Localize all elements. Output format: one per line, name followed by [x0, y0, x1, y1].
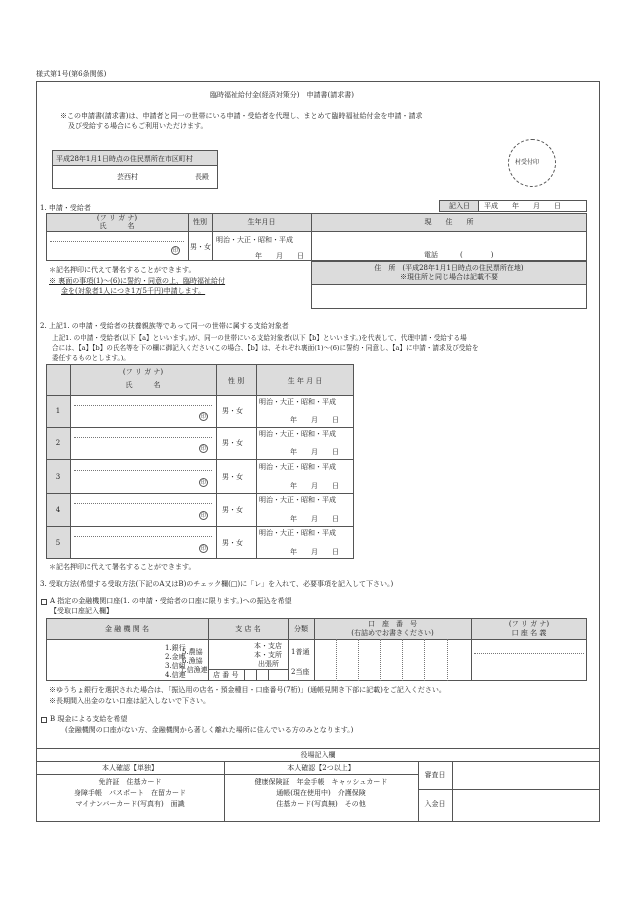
s1-birth-label: 生年月日: [247, 218, 276, 226]
option-b-label: B 現金による支給を希望: [50, 715, 128, 723]
dependent-gender[interactable]: 男・女: [222, 473, 243, 481]
section3-title: 3. 受取方法(希望する受取方法(下記のA又はB)のチェック欄(□)に「レ」を入れて、必要事項を記入して下さい。): [40, 580, 394, 588]
dependent-era[interactable]: 明治・大正・昭和・平成: [259, 496, 336, 504]
branch-type-3[interactable]: 出張所: [258, 660, 279, 668]
reception-stamp-label: 村受付印: [515, 159, 540, 166]
dependent-era[interactable]: 明治・大正・昭和・平成: [259, 529, 336, 537]
s1-gender-label: 性別: [193, 218, 207, 226]
dependent-era[interactable]: 明治・大正・昭和・平成: [259, 463, 336, 471]
class-label: 分類: [294, 625, 308, 633]
dependent-ymd[interactable]: 年 月 日: [290, 416, 339, 424]
bank-type-1[interactable]: 1.銀行: [165, 644, 186, 652]
id-single-line3: マイナンバーカード(写真有) 面識: [75, 800, 185, 808]
dependent-row-no: 3: [55, 473, 61, 481]
dependent-row-no: 1: [55, 407, 61, 415]
form-number: 様式第1号(第6条関係): [36, 70, 107, 78]
entry-date-label: 記入日: [449, 202, 470, 210]
office-title: 役場記入欄: [300, 751, 336, 759]
section2-desc2: 合には、【a】【b】の氏名等を下の欄に御記入ください(この場合、【b】は、それぞれ裏面(1)～(6)に誓約・同意し、【a】に申請・請求及び受給を: [52, 344, 479, 352]
dependent-gender[interactable]: 男・女: [222, 407, 243, 415]
note-yucho: ※ゆうちょ銀行を選択された場合は、「振込用の店名・預金種目・口座番号(7桁)」(通帳見開き下部に記載)をご記入ください。: [49, 686, 446, 694]
s2-gender-label: 性 別: [227, 377, 245, 385]
id-double-line3: 住基カード(写真無) その他: [276, 800, 366, 808]
form-title: 臨時福祉給付金(経済対策分) 申請書(請求書): [210, 91, 354, 99]
account-no-sub: (右詰めでお書きください): [351, 629, 434, 637]
s1-phone-paren[interactable]: ( ): [460, 251, 494, 259]
s2-name-label: 氏 名: [125, 381, 161, 389]
section2-desc3: 委任するものとします。)。: [52, 354, 130, 362]
account-header: 【受取口座記入欄】: [50, 607, 113, 615]
municipality-mayor: 長殿: [195, 173, 209, 181]
s1-gender-options[interactable]: 男・女: [190, 243, 211, 251]
holder-furigana-label: (フ リ ガ ナ): [508, 620, 550, 628]
account-no-label: 口 座 番 号: [368, 620, 417, 628]
dependent-ymd[interactable]: 年 月 日: [290, 515, 339, 523]
dependent-seal-mark: 印: [200, 546, 206, 552]
class-type-1[interactable]: 1普通: [291, 648, 310, 656]
s1-name-label: 氏 名: [99, 222, 135, 230]
note-longterm: ※長期間入出金のない口座は記入しないで下さい。: [49, 697, 210, 705]
dependent-seal-mark: 印: [200, 513, 206, 519]
class-type-2[interactable]: 2当座: [291, 668, 310, 676]
bank-type-7[interactable]: 7.信漁連: [180, 666, 208, 674]
dependent-seal-mark: 印: [200, 414, 206, 420]
option-a-label: A 指定の金融機関口座(1. の申請・受給者の口座に限ります。)への振込を希望: [50, 597, 292, 605]
option-a-checkbox[interactable]: [41, 599, 47, 605]
prev-address-label: 住 所 (平成28年1月1日時点の住民票所在地): [374, 264, 524, 272]
bank-name-label: 金 融 機 関 名: [105, 625, 149, 633]
dependent-ymd[interactable]: 年 月 日: [290, 482, 339, 490]
id-double-line2: 通帳(現在使用中) 介護保険: [276, 789, 366, 797]
option-b-checkbox[interactable]: [41, 717, 47, 723]
branch-name-label: 支 店 名: [235, 625, 261, 633]
dependent-gender[interactable]: 男・女: [222, 439, 243, 447]
review-date-label: 審査日: [424, 771, 446, 779]
s1-birth-ymd[interactable]: 年 月 日: [255, 252, 304, 260]
section2-title: 2. 上記1. の申請・受給者の扶養親族等であって同一の世帯に属する支給対象者: [40, 322, 289, 330]
dependent-row-no: 2: [55, 439, 61, 447]
id-double-label: 本人確認【2つ以上】: [287, 764, 355, 772]
s1-era-options[interactable]: 明治・大正・昭和・平成: [216, 236, 293, 244]
dependent-row-no: 5: [55, 539, 61, 547]
dependent-gender[interactable]: 男・女: [222, 539, 243, 547]
id-single-label: 本人確認【単独】: [102, 764, 158, 772]
bank-type-4[interactable]: 4.信連: [165, 671, 186, 679]
dependent-ymd[interactable]: 年 月 日: [290, 548, 339, 556]
municipality-header: 平成28年1月1日時点の住民票所在市区町村: [56, 155, 193, 163]
dependent-ymd[interactable]: 年 月 日: [290, 448, 339, 456]
dependent-gender[interactable]: 男・女: [222, 506, 243, 514]
s2-note-sign: ＊記名押印に代えて署名することができます。: [49, 563, 196, 571]
bank-type-2[interactable]: 2.金庫: [165, 653, 186, 661]
intro-line1: ※この申請書(請求書)は、申請者と同一の世帯にいる申請・受給者を代理し、まとめて臨時福祉給付金を申請・請求: [60, 112, 423, 120]
dependent-era[interactable]: 明治・大正・昭和・平成: [259, 398, 336, 406]
prev-address-note: ※現住所と同じ場合は記載不要: [400, 273, 498, 281]
s1-phone-label: 電話: [424, 251, 438, 259]
s2-birth-label: 生 年 月 日: [287, 377, 323, 385]
bank-type-6[interactable]: 6.漁協: [182, 657, 203, 665]
dependent-seal-mark: 印: [200, 480, 206, 486]
municipality-village: 芸西村: [117, 173, 138, 181]
holder-name-label: 口 座 名 義: [511, 629, 547, 637]
s1-address-label: 現 住 所: [424, 218, 474, 226]
bank-type-3[interactable]: 3.信組: [165, 662, 186, 670]
section1-title: 1. 申請・受給者: [40, 204, 91, 212]
section2-desc1: 上記1. の申請・受給者(以下【a】といいます。)が、同一の世帯にいる支給対象者(以下【b】といいます。)を代表して、代理申請・受給する場: [52, 334, 467, 342]
s2-furigana-label: (フ リ ガ ナ): [122, 368, 164, 376]
s1-seal-mark: 印: [172, 248, 178, 254]
id-single-line1: 免許証 住基カード: [98, 778, 162, 786]
dependent-era[interactable]: 明治・大正・昭和・平成: [259, 430, 336, 438]
option-b-note: (金融機関の口座がない方、金融機関から著しく離れた場所に住んでいる方のみとなります。): [65, 726, 354, 734]
s1-note-sign: ＊記名押印に代えて署名することができます。: [49, 266, 196, 274]
s1-note-back1: ※ 裏面の事項(1)～(6)に誓約・同意の上、臨時福祉給付: [49, 277, 226, 285]
dependent-seal-mark: 印: [200, 446, 206, 452]
intro-line2: 及び受給する場合にもご利用いただけます。: [68, 122, 208, 130]
entry-date-value[interactable]: 平成 年 月 日: [484, 202, 561, 210]
s1-furigana-input[interactable]: [50, 241, 184, 242]
dependent-row-no: 4: [55, 506, 61, 514]
s1-note-back2: 金を(対象者1人につき1万5千円)申請します。: [61, 287, 206, 295]
branch-type-2[interactable]: 本・支所: [254, 651, 282, 659]
id-double-line1: 健康保険証 年金手帳 キャッシュカード: [254, 778, 388, 786]
holder-furigana-input[interactable]: [474, 653, 584, 654]
branch-type-1[interactable]: 本・支店: [254, 642, 282, 650]
id-single-line2: 身障手帳 パスポート 在留カード: [74, 789, 186, 797]
s1-furigana-label: (フ リ ガ ナ): [96, 214, 138, 222]
bank-type-5[interactable]: 5.農協: [182, 648, 203, 656]
deposit-date-label: 入金日: [424, 800, 446, 808]
branch-no-label: 店 番 号: [213, 671, 239, 679]
